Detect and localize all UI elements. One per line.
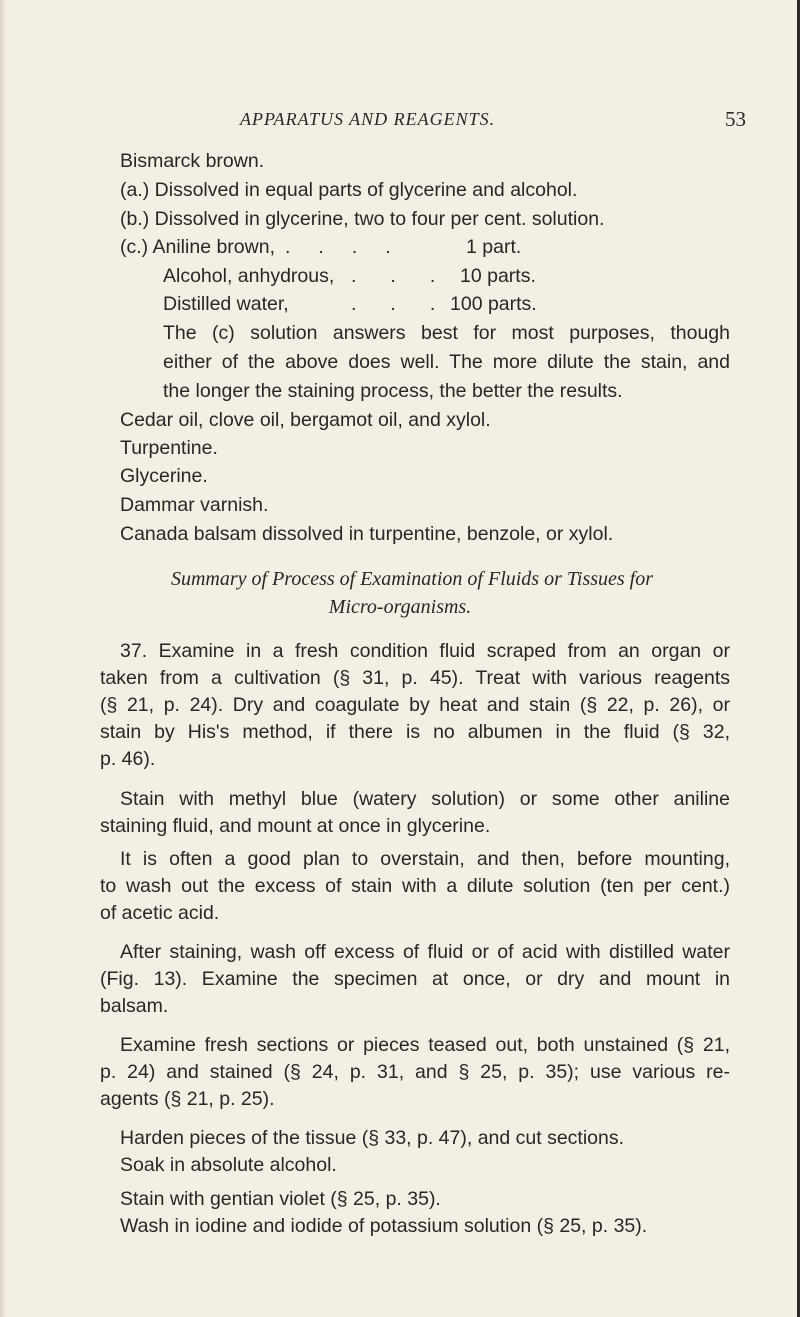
note-line: either of the above does well. The more dilute the stain, and [163,351,730,373]
recipe-amount: 10 parts. [460,265,536,287]
paragraph-line: It is often a good plan to overstain, and then, before mounting, [120,848,730,870]
recipe-ingredient: Alcohol, anhydrous, [163,265,335,287]
recipe-ingredient: (c.) Aniline brown, [120,236,275,258]
turpentine: Turpentine. [120,437,218,459]
dammar-varnish: Dammar varnish. [120,494,269,516]
bismarck-brown-heading: Bismarck brown. [120,150,265,172]
section-title-line2: Micro-organisms. [328,596,472,618]
recipe-ingredient: Distilled water, [163,293,289,315]
clearing-oils: Cedar oil, clove oil, bergamot oil, and xylol. [120,409,491,431]
canada-balsam: Canada balsam dissolved in turpentine, benzole, or xylol. [120,523,614,545]
section-title-line1: Summary of Process of Examination of Fluids or Tissues for [170,568,654,590]
paragraph-line: Examine fresh sections or pieces teased out, both unstained (§ 21, [120,1034,730,1056]
header-title: APPARATUS AND REAGENTS. [240,109,496,129]
paragraph-37-line: p. 46). [100,748,156,770]
paragraph-line: staining fluid, and mount at once in glycerine. [100,815,491,837]
paragraph-line: of acetic acid. [100,902,220,924]
paragraph-37-line: (§ 21, p. 24). Dry and coagulate by heat and stain (§ 22, p. 26), or [100,694,730,716]
option-a: (a.) Dissolved in equal parts of glycerine and alcohol. [120,179,578,201]
leader-dots: ... [351,265,470,287]
note-line: The (c) solution answers best for most purposes, though [163,322,730,344]
page-gutter-shadow [0,0,6,1317]
leader-dots: .... [285,236,419,258]
leader-dots: ... [351,293,470,315]
paragraph-line: (Fig. 13). Examine the specimen at once, or dry and mount in [100,968,730,990]
note-line: the longer the staining process, the better the results. [163,380,623,402]
paragraph-line: p. 24) and stained (§ 24, p. 31, and § 25, p. 35); use various re- [100,1061,730,1083]
step-stain: Stain with gentian violet (§ 25, p. 35). [120,1188,441,1210]
paragraph-line: After staining, wash off excess of fluid or of acid with distilled water [120,941,730,963]
paragraph-line: balsam. [100,995,169,1017]
step-soak: Soak in absolute alcohol. [120,1154,337,1176]
paragraph-line: Stain with methyl blue (watery solution) or some other aniline [120,788,730,810]
recipe-amount: 1 part. [466,236,522,258]
step-wash: Wash in iodine and iodide of potassium solution (§ 25, p. 35). [120,1215,648,1237]
option-b: (b.) Dissolved in glycerine, two to four per cent. solution. [120,208,605,230]
step-harden: Harden pieces of the tissue (§ 33, p. 47), and cut sections. [120,1127,625,1149]
paragraph-37-line: taken from a cultivation (§ 31, p. 45). Treat with various reagents [100,667,730,689]
paragraph-37-line: stain by His's method, if there is no albumen in the fluid (§ 32, [100,721,730,743]
glycerine: Glycerine. [120,465,208,487]
paragraph-line: agents (§ 21, p. 25). [100,1088,275,1110]
recipe-amount: 100 parts. [450,293,537,315]
page-number: 53 [725,107,746,131]
paragraph-line: to wash out the excess of stain with a dilute solution (ten per cent.) [100,875,730,897]
paragraph-37-line: 37. Examine in a fresh condition fluid scraped from an organ or [120,640,730,662]
